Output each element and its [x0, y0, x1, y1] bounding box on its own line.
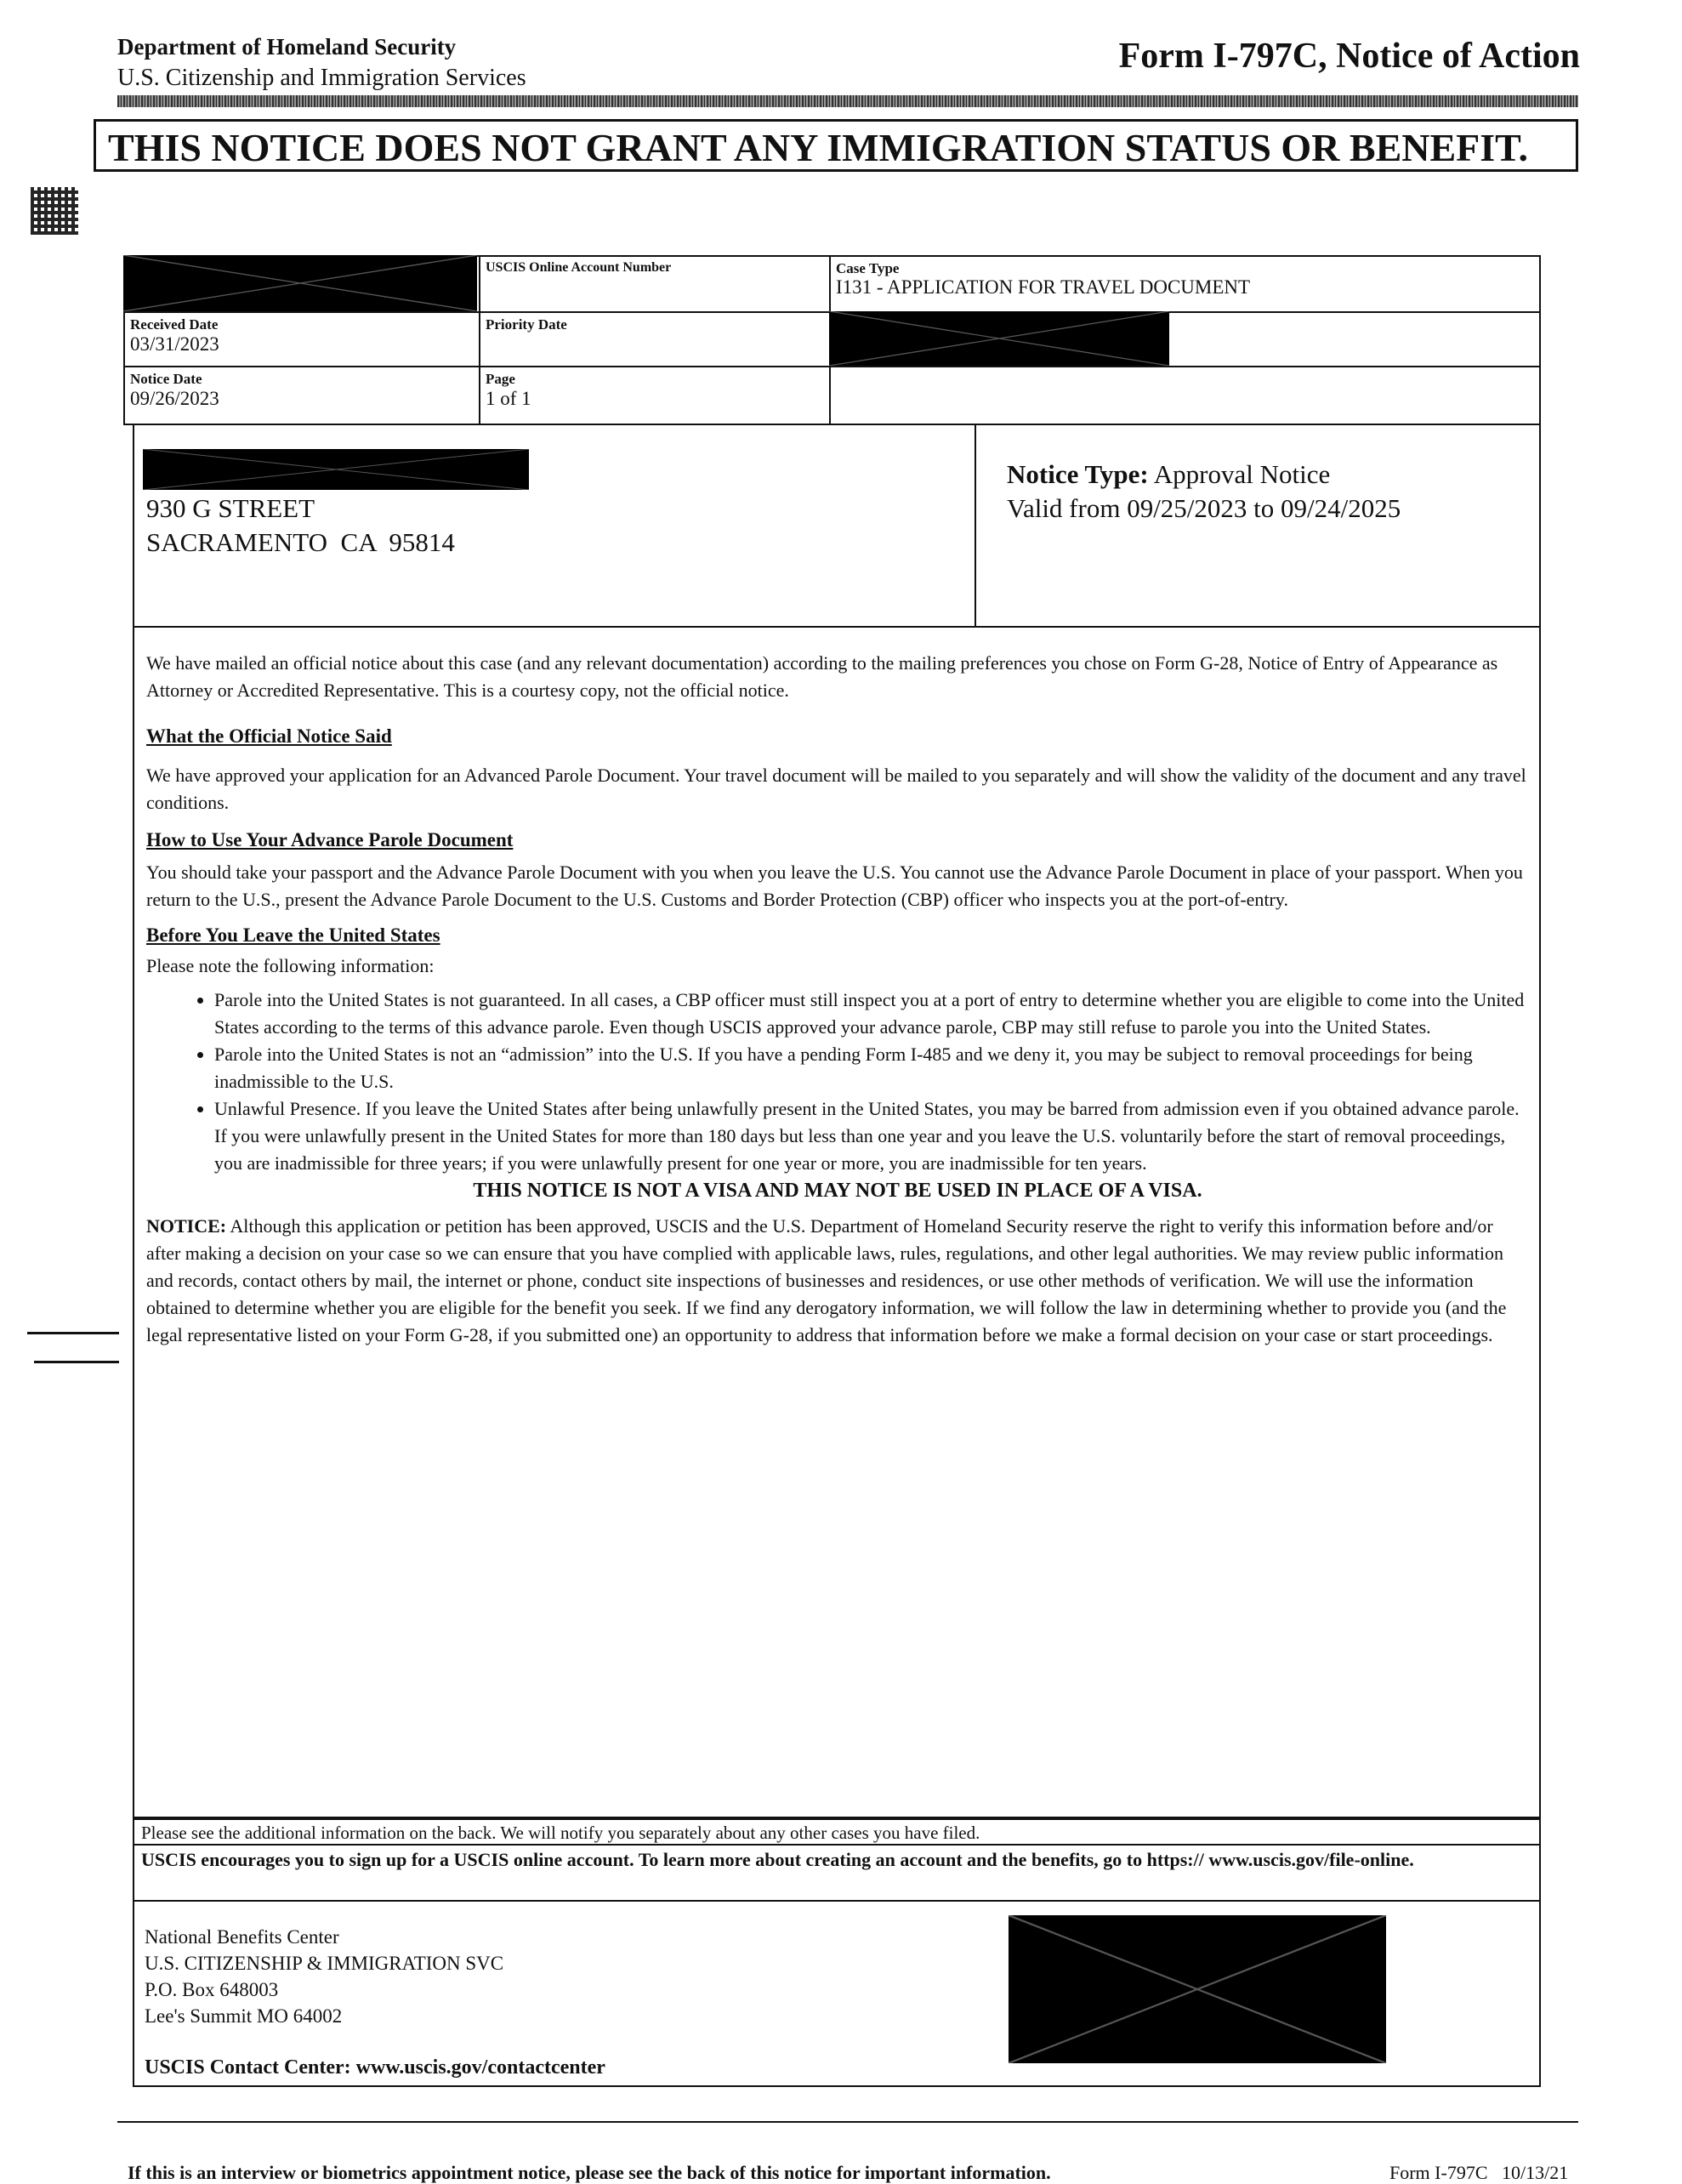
online-account-promo: USCIS encourages you to sign up for a USCIS online account. To learn more about creating an account and the benefits, go to https:// www.uscis.gov/file-online.: [133, 1846, 1541, 1902]
form-title: Form I-797C, Notice of Action: [1118, 37, 1580, 76]
notice-date-value: 09/26/2023: [130, 388, 219, 409]
office-line: P.O. Box 648003: [145, 1979, 279, 2000]
page-value: 1 of 1: [486, 388, 531, 409]
notice-body: [146, 650, 1529, 1368]
redacted-barcode: [1009, 1915, 1386, 2063]
office-line: U.S. CITIZENSHIP & IMMIGRATION SVC: [145, 1953, 504, 1974]
redacted-field: [829, 311, 1169, 366]
barcode-icon: [31, 187, 78, 235]
notice-date-label: Notice Date: [130, 371, 202, 387]
case-type-label: Case Type: [836, 260, 900, 276]
recipient-street: 930 G STREET: [146, 493, 315, 523]
intro-paragraph: We have mailed an official notice about this case (and any relevant documentation) according to the mailing preferences you chose on Form G-28, Notice of Entry of Appearance as Attorney or Accredited Representative. This is a courtesy copy, not the official notice.: [146, 652, 1498, 701]
section-heading-before-leave: Before You Leave the United States: [146, 924, 440, 946]
header-rule: [117, 95, 1578, 107]
status-banner: THIS NOTICE DOES NOT GRANT ANY IMMIGRATION STATUS OR BENEFIT.: [94, 119, 1578, 172]
approval-paragraph: We have approved your application for an Advanced Parole Document. Your travel document will be mailed to you separately and will show the validity of the document and any travel conditions.: [146, 765, 1526, 813]
case-type-value: I131 - APPLICATION FOR TRAVEL DOCUMENT: [836, 276, 1251, 298]
recipient-city: SACRAMENTO CA 95814: [146, 527, 455, 557]
conditions-list: [146, 987, 1529, 1177]
margin-mark: [27, 1332, 119, 1334]
bottom-notice: If this is an interview or biometrics appointment notice, please see the back of this notice for important information.: [128, 2162, 1051, 2183]
received-date-value: 03/31/2023: [130, 333, 219, 355]
notice-type-label: Notice Type:: [1007, 459, 1149, 489]
validity-period: Valid from 09/25/2023 to 09/24/2025: [1007, 493, 1401, 523]
office-line: Lee's Summit MO 64002: [145, 2005, 343, 2027]
section-heading-how-to-use: How to Use Your Advance Parole Document: [146, 829, 514, 850]
received-date-label: Received Date: [130, 316, 219, 333]
notice-type-value: Approval Notice: [1153, 459, 1331, 489]
service-center-address: [145, 1924, 503, 2029]
note-following: Please note the following information:: [146, 955, 435, 976]
list-item: • Parole into the United States is not guaranteed. In all cases, a CBP officer must still inspect you at a port of entry to determine whether you are eligible to come into the United States according to the terms of this advance parole. Even though USCIS approved your advance parole, CBP may still refuse to parole you into the United States.: [214, 987, 1529, 1041]
address-section: [133, 425, 1541, 628]
notice-text: Although this application or petition has been approved, USCIS and the U.S. Department of Homeland Security reserve the right to verify this information before and/or after making a decision on your case so we can ensure that you have complied with applicable laws, rules, regulations, and other legal authorities. We may review public information and records, contact others by mail, the internet or phone, conduct site inspections of businesses and residences, or use other methods of verification. We will use the information obtained to determine whether you are eligible for the benefit you seek. If we find any derogatory information, we will follow the law in determining whether to provide you (and the legal representative listed on your Form G-28, if you submitted one) an opportunity to address that information before we make a formal decision on your case or start proceedings.: [146, 1215, 1507, 1345]
contact-center: USCIS Contact Center: www.uscis.gov/contactcenter: [145, 2056, 605, 2079]
additional-info-row: Please see the additional information on the back. We will notify you separately about any other cases you have filed.: [133, 1818, 1541, 1846]
page-label: Page: [486, 371, 515, 387]
margin-mark: [34, 1361, 119, 1363]
department-name: Department of Homeland Security: [117, 34, 457, 60]
priority-date-label: Priority Date: [486, 316, 567, 333]
case-info-table: [123, 255, 1541, 425]
office-line: National Benefits Center: [145, 1926, 339, 1948]
section-heading-official-notice: What the Official Notice Said: [146, 725, 392, 747]
verification-notice: [146, 1213, 1529, 1349]
online-account-label: USCIS Online Account Number: [486, 260, 672, 275]
form-edition: Form I-797C 10/13/21: [1389, 2162, 1569, 2183]
bottom-rule: [117, 2121, 1578, 2123]
redacted-receipt-number: [123, 255, 477, 311]
redacted-recipient-name: [143, 449, 529, 490]
list-item: • Unlawful Presence. If you leave the United States after being unlawfully present in the United States, you may be barred from admission even if you obtained advance parole. If you were unlawfully present in the United States for more than 180 days but less than one year and you leave the U.S. voluntarily before the start of removal proceedings, you are inadmissible for three years; if you were unlawfully present for one year or more, you are inadmissible for ten years.: [214, 1095, 1529, 1177]
usage-paragraph: You should take your passport and the Advance Parole Document with you when you leave the U.S. You cannot use the Advance Parole Document in place of your passport. When you return to the U.S., present the Advance Parole Document to the U.S. Customs and Border Protection (CBP) officer who inspects you at the port-of-entry.: [146, 862, 1523, 910]
list-item: • Parole into the United States is not an “admission” into the U.S. If you have a pending Form I-485 and we deny it, you may be subject to removal proceedings for being inadmissible to the U.S.: [214, 1041, 1529, 1095]
agency-name: U.S. Citizenship and Immigration Services: [117, 65, 526, 91]
visa-notice: THIS NOTICE IS NOT A VISA AND MAY NOT BE USED IN PLACE OF A VISA.: [473, 1180, 1202, 1202]
notice-label: NOTICE:: [146, 1215, 227, 1237]
